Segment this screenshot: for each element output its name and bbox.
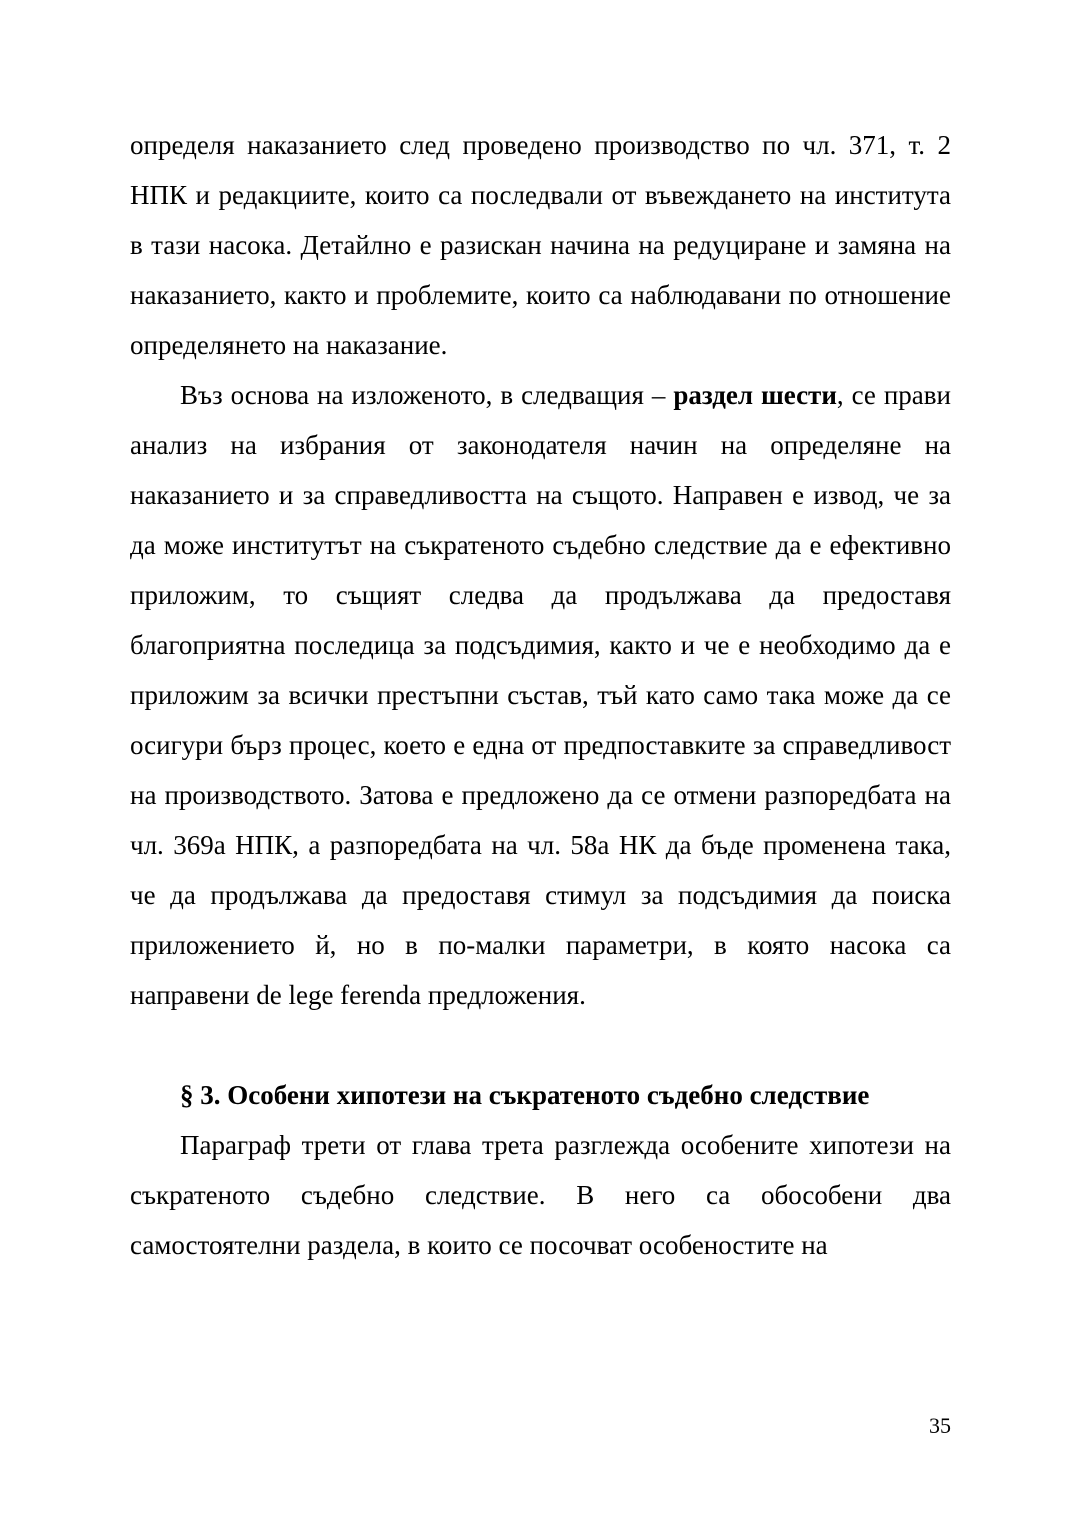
bold-term-section-six: раздел шести: [673, 380, 837, 410]
page-number: 35: [929, 1413, 951, 1438]
paragraph-text-end: , се прави анализ на избрания от законодателя начин на определяне на наказанието и за справедливостта на същото. Направен е извод, че за да може институтът на съкратеното съдебно следствие да е ефективно приложим, то същият следва да продължава да предоставя благоприятна последица за подсъдимия, както и че е необходимо да е приложим за всички престъпни състав, тъй като само така може да се осигури бърз процес, което е една от предпоставките за справедливост на производството. Затова е предложено да се отмени разпоредбата на чл. 369а НПК, а разпоредбата на чл. 58а НК да бъде променена така, че да продължава да предоставя стимул за подсъдимия да поиска приложението й, но в по-малки параметри, в която насока са направени de lege ferenda предложения.: [130, 380, 951, 1010]
paragraph-section-six-summary: [130, 370, 951, 1020]
section-heading: § 3. Особени хипотези на съкратеното съдебно следствие: [180, 1080, 870, 1110]
paragraph-text-start: Въз основа на изложеното, в следващия –: [180, 380, 674, 410]
paragraph-continuation: определя наказанието след проведено производство по чл. 371, т. 2 НПК и редакциите, които са последвали от въвеждането на института в тази насока. Детайлно е разискан начина на редуциране и замяна на наказанието, както и проблемите, които са наблюдавани по отношение определянето на наказание.: [130, 130, 951, 360]
document-body: [130, 120, 951, 1270]
paragraph-section-three-intro: Параграф трети от глава трета разглежда особените хипотези на съкратеното съдебно следствие. В него са обособени два самостоятелни раздела, в които се посочват особеностите на: [130, 1130, 951, 1260]
